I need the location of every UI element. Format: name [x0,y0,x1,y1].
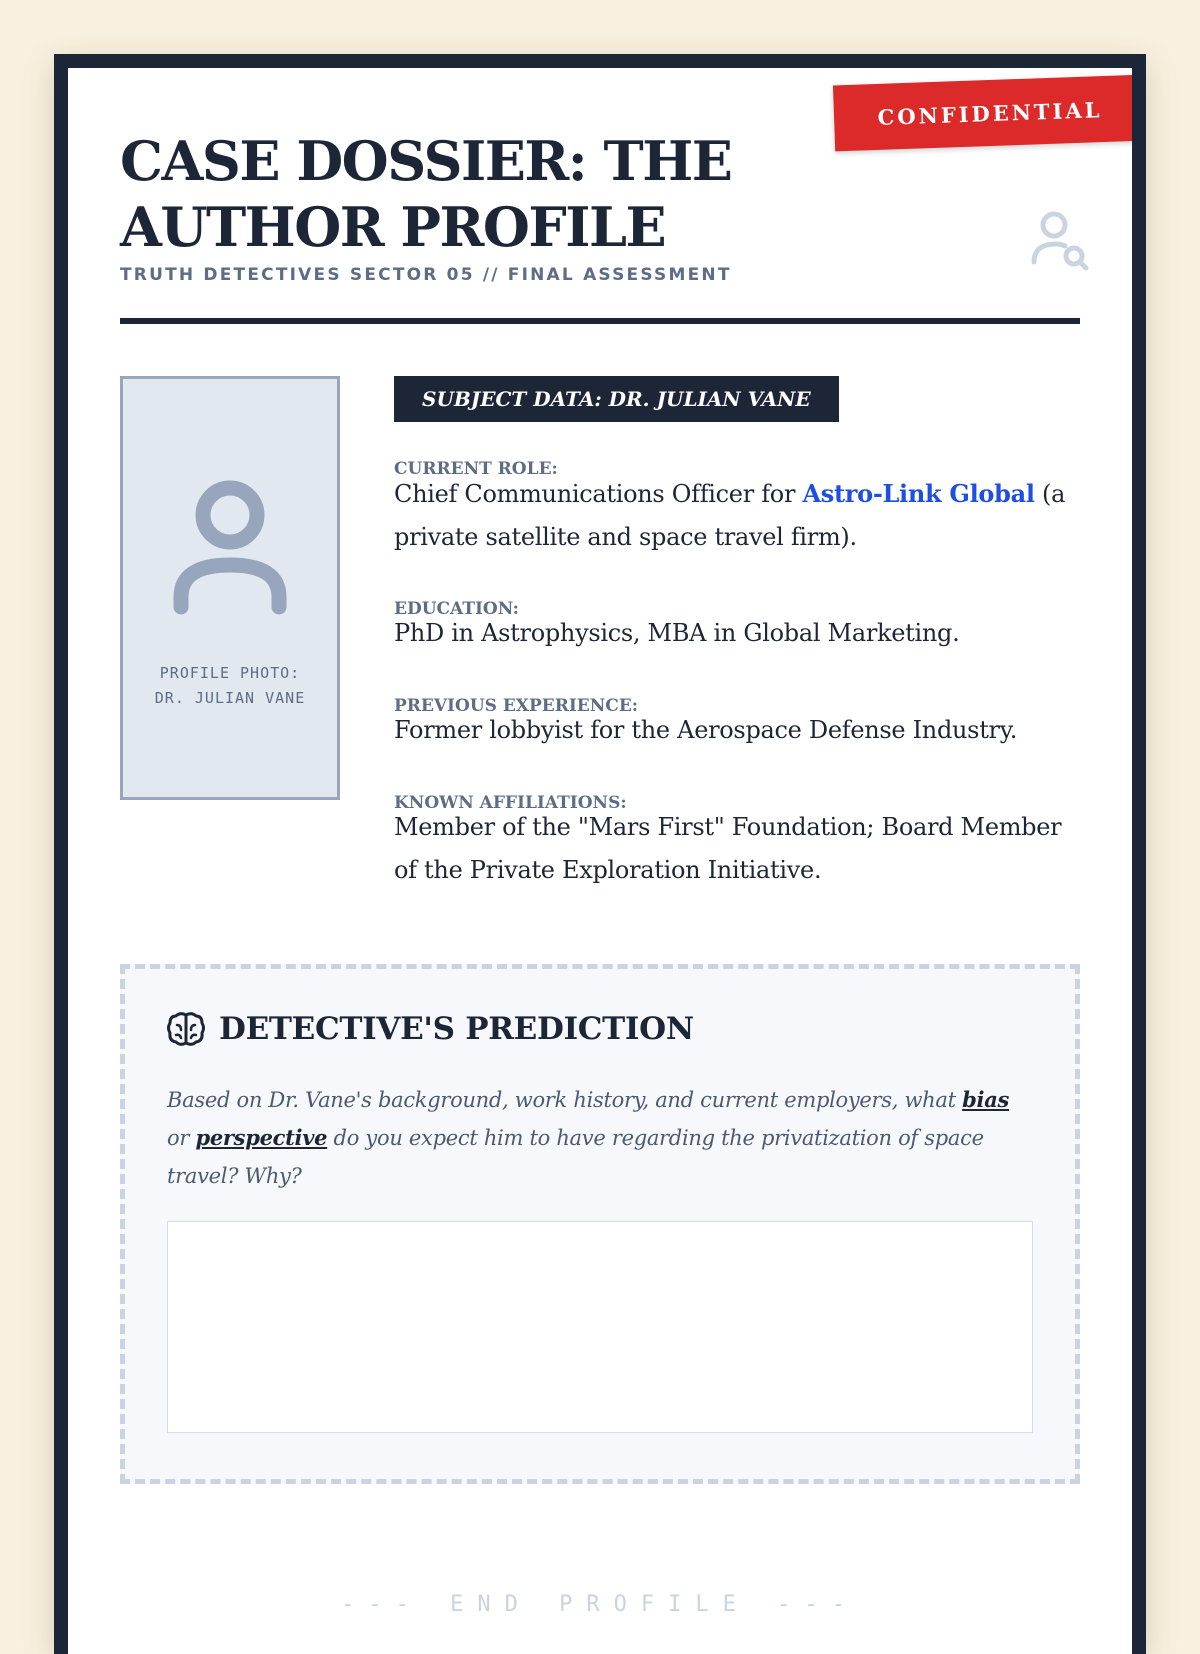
field-label-previous-experience: PREVIOUS EXPERIENCE: [394,696,639,716]
profile-photo-caption: PROFILE PHOTO: DR. JULIAN VANE [154,664,306,707]
page-title: CASE DOSSIER: THE AUTHOR PROFILE [120,129,732,259]
end-profile-footer: --- END PROFILE --- [341,1592,859,1617]
user-silhouette-icon [173,479,287,615]
field-value-education: PhD in Astrophysics, MBA in Global Marketing. [394,619,960,647]
field-label-current-role: CURRENT ROLE: [394,459,558,479]
subject-data-header: SUBJECT DATA: DR. JULIAN VANE [394,376,839,422]
page-subtitle: TRUTH DETECTIVES SECTOR 05 // FINAL ASSESSMENT [120,265,732,285]
term-bias: bias [962,1087,1010,1112]
user-search-icon [1028,208,1092,272]
prediction-answer-field[interactable] [167,1221,1033,1433]
field-label-education: EDUCATION: [394,599,519,619]
field-value-previous-experience: Former lobbyist for the Aerospace Defense Industry. [394,716,1018,744]
term-perspective: perspective [195,1125,328,1150]
header-divider [120,318,1080,324]
prediction-prompt: Based on Dr. Vane's background, work history, and current employers, what bias or perspective do you expect him to have regarding the privatization of space travel? Why? [167,1087,1010,1188]
confidential-stamp: CONFIDENTIAL [833,75,1146,152]
prediction-heading [167,1011,694,1047]
field-value-known-affiliations: Member of the "Mars First" Foundation; Board Member of the Private Exploration Initiative. [394,813,1062,884]
employer-link[interactable]: Astro-Link Global [802,479,1035,508]
prediction-section [120,964,1080,1484]
field-value-current-role: Chief Communications Officer for Astro-Link Global (a private satellite and space travel firm). [394,479,1066,551]
brain-icon [167,1011,205,1047]
prediction-title: DETECTIVE'S PREDICTION [219,1011,694,1047]
dossier-card [54,54,1146,1654]
field-label-known-affiliations: KNOWN AFFILIATIONS: [394,793,627,813]
profile-photo-placeholder [120,376,340,800]
